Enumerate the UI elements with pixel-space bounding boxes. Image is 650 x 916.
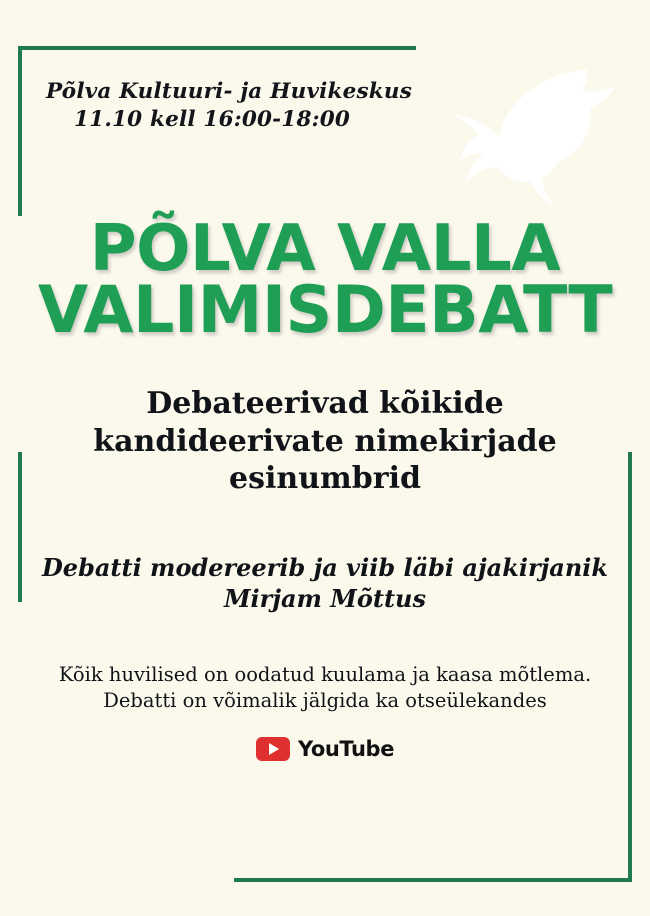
attendance-note-line-1: Kõik huvilised on oodatud kuulama ja kaasa mõtlema. (58, 663, 592, 687)
page-title (30, 211, 620, 348)
page-title-line-2: VALIMISDEBATT (37, 272, 613, 348)
youtube-logo (30, 737, 620, 761)
attendance-note-line-2: Debatti on võimalik jälgida ka otseülekandes (103, 689, 547, 713)
frame-line-top (18, 46, 416, 50)
event-datetime: 11.10 kell 16:00-18:00 (74, 107, 351, 133)
youtube-label: YouTube (297, 736, 395, 761)
frame-line-bottom (234, 878, 632, 882)
event-header (30, 78, 620, 135)
youtube-play-icon (256, 737, 290, 761)
moderator-text: Debatti modereerib ja viib läbi ajakirjanik Mirjam Mõttus (41, 552, 609, 613)
page-title-line-1: PÕLVA VALLA (89, 211, 561, 286)
attendance-note (30, 662, 620, 715)
venue-name: Põlva Kultuuri- ja Huvikeskus (46, 79, 413, 104)
subheadline: Debateerivad kõikide kandideerivate nimekirjade esinumbrid (93, 386, 557, 497)
poster-content (0, 78, 650, 761)
